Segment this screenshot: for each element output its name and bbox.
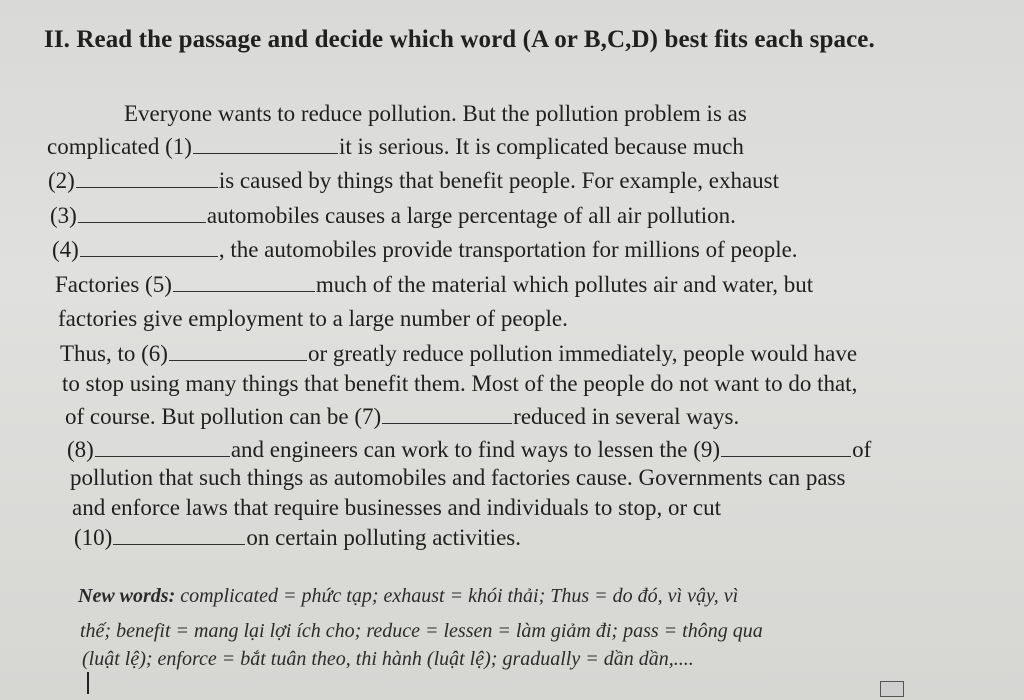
passage-text: of (852, 437, 872, 462)
passage-text: on certain polluting activities. (246, 525, 521, 550)
passage-line-12 (70, 464, 845, 492)
passage-text: of course. But pollution can be (7) (65, 404, 382, 429)
passage-text: it is serious. It is complicated because much (338, 134, 744, 159)
passage-line-14 (74, 524, 521, 552)
passage-text: Factories (5) (55, 272, 172, 297)
passage-text: , the automobiles provide transportation for millions of people. (218, 237, 798, 262)
blank-2[interactable] (76, 169, 218, 188)
passage-text: complicated (1) (47, 134, 192, 159)
passage-text: factories give employment to a large number of people. (58, 306, 568, 331)
passage-line-10 (65, 403, 739, 431)
new-words-line-1 (78, 585, 738, 608)
passage-text: or greatly reduce pollution immediately, people would have (307, 341, 858, 366)
blank-3[interactable] (78, 204, 206, 223)
passage-line-11 (67, 436, 871, 464)
passage-line-13 (72, 494, 721, 522)
keyboard-icon[interactable] (880, 681, 904, 697)
passage-text: pollution that such things as automobiles and factories cause. Governments can pass (70, 465, 846, 490)
passage-text: reduced in several ways. (513, 404, 740, 429)
passage-line-1 (124, 100, 747, 128)
passage-line-3 (48, 167, 779, 195)
blank-7[interactable] (382, 405, 512, 424)
text-cursor (87, 672, 89, 694)
passage-text: and enforce laws that require businesses and individuals to stop, or cut (72, 495, 721, 520)
passage-line-4 (50, 202, 736, 230)
new-words-text: thế; benefit = mang lại lợi ích cho; reduce = lessen = làm giảm đi; pass = thông qua (80, 620, 763, 642)
exercise-heading: II. Read the passage and decide which word (A or B,C,D) best fits each space. (44, 26, 875, 53)
passage-text: (10) (74, 525, 113, 550)
blank-1[interactable] (193, 135, 338, 154)
blank-4[interactable] (80, 238, 218, 257)
blank-6[interactable] (169, 342, 307, 361)
passage-text: automobiles causes a large percentage of all air pollution. (206, 203, 736, 228)
new-words-line-2 (80, 620, 763, 643)
blank-5[interactable] (173, 273, 315, 292)
blank-10[interactable] (113, 526, 245, 545)
passage-line-9 (62, 370, 857, 398)
passage-text: (2) (48, 168, 75, 193)
passage-text: Thus, to (6) (60, 341, 168, 366)
passage-line-8 (60, 340, 857, 368)
passage-text: Everyone wants to reduce pollution. But the pollution problem is as (124, 101, 747, 126)
passage-text: is caused by things that benefit people. For example, exhaust (218, 168, 779, 193)
passage-line-5 (52, 236, 798, 264)
passage-text: (3) (50, 203, 77, 228)
new-words-text: complicated = phức tạp; exhaust = khói thải; Thus = do đó, vì vậy, vì (180, 585, 739, 607)
passage-line-6 (55, 271, 813, 299)
passage-text: much of the material which pollutes air and water, but (315, 272, 814, 297)
new-words-label: New words: (78, 585, 176, 607)
passage-text: and engineers can work to find ways to lessen the (9) (230, 437, 721, 462)
blank-9[interactable] (721, 438, 851, 457)
passage-line-7 (58, 305, 568, 333)
passage-text: (8) (67, 437, 94, 462)
passage-text: to stop using many things that benefit them. Most of the people do not want to do that, (62, 371, 858, 396)
passage-line-2 (47, 133, 744, 161)
blank-8[interactable] (95, 438, 230, 457)
new-words-line-3 (82, 648, 694, 671)
passage-text: (4) (52, 237, 79, 262)
new-words-text: (luật lệ); enforce = bắt tuân theo, thi hành (luật lệ); gradually = dần dần,.... (82, 648, 694, 670)
